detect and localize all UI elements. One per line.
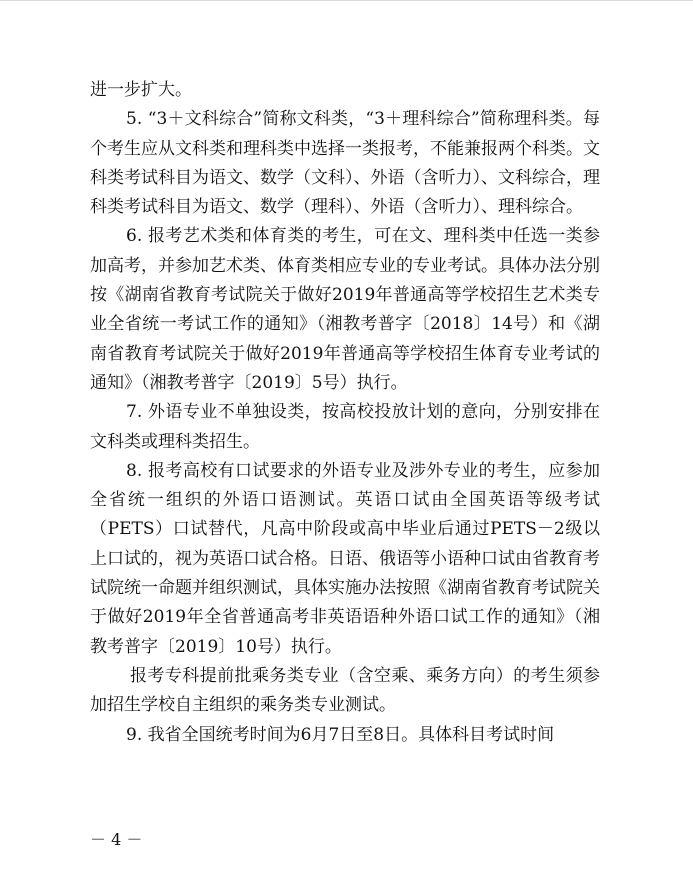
paragraph-continuation: 进一步扩大。 xyxy=(90,80,192,100)
paragraph-9-exam-time: 9. 我省全国统考时间为6月7日至8日。具体科目考试时间 xyxy=(126,724,555,745)
page-number: － 4 － xyxy=(90,830,143,849)
paragraph-5-subject-categories: 5. “3＋文科综合”简称文科类，“3＋理科综合”简称理科类。每个考生应从文科类和理科类中选择一类报考，不能兼报两个科类。文科类考试科目为语文、数学（文科）、外语（含听力）、文科综合，理科类考试科目为语文、数学（理科）、外语（含听力）、理科综合。 xyxy=(90,109,600,218)
paragraph-7-foreign-language: 7. 外语专业不单独设类，按高校投放计划的意向，分别安排在文科类或理科类招生。 xyxy=(90,402,600,452)
body-text xyxy=(90,76,600,750)
paragraph-8-oral-test: 8. 报考高校有口试要求的外语专业及涉外专业的考生，应参加全省统一组织的外语口语测试。英语口试由全国英语等级考试（PETS）口试替代，凡高中阶段或高中毕业后通过PETS－2级以上口试的，视为英语口试合格。日语、俄语等小语种口试由省教育考试院统一命题并组织测试，具体实施办法按照《湖南省教育考试院关于做好2019年全省普通高考非英语语种外语口试工作的通知》（湘教考普字〔2019〕10号）执行。 xyxy=(90,460,600,657)
paragraph-6-arts-sports: 6. 报考艺术类和体育类的考生，可在文、理科类中任选一类参加高考，并参加艺术类、体育类相应专业的专业考试。具体办法分别按《湖南省教育考试院关于做好2019年普通高等学校招生艺术类专业全省统一考试工作的通知》（湘教考普字〔2018〕14号）和《湖南省教育考试院关于做好2019年普通高等学校招生体育专业考试的通知》（湘教考普字〔2019〕5号）执行。 xyxy=(90,226,600,393)
paragraph-flight-attendant-test: 报考专科提前批乘务类专业（含空乘、乘务方向）的考生须参加招生学校自主组织的乘务类专业测试。 xyxy=(90,665,600,716)
